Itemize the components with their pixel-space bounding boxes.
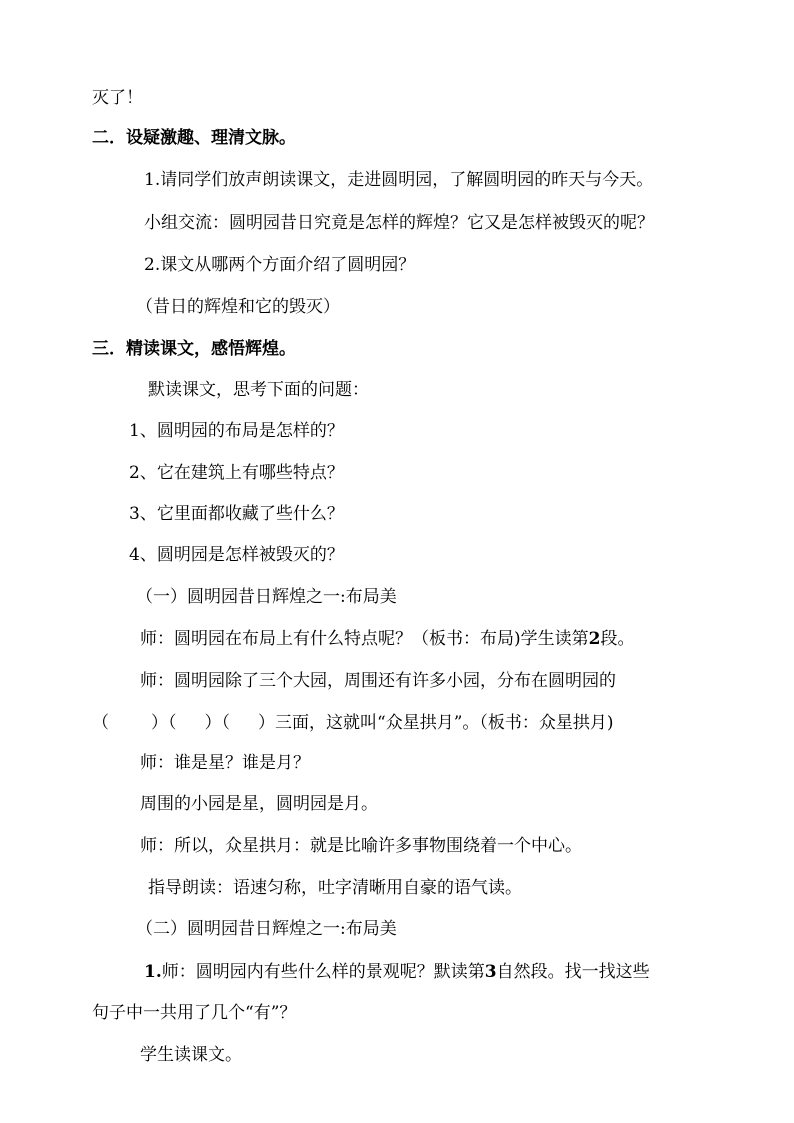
item-number: 1.: [144, 962, 162, 982]
paragraph-line: 师：所以，众星拱月：就是比喻许多事物围绕着一个中心。: [140, 836, 582, 856]
paragraph-line: [140, 627, 634, 651]
question-item: 2、它在建筑上有哪些特点？: [129, 463, 344, 483]
paragraph-number: 3: [484, 962, 497, 982]
paragraph-line: [144, 960, 650, 984]
blank-separator: ）（: [204, 713, 230, 733]
subsection-title: （一）圆明园昔日辉煌之一:布局美: [136, 587, 397, 607]
paragraph-line: 周围的小园是星，圆明园是月。: [140, 794, 378, 814]
paragraph-line: 1.请同学们放声朗读课文，走进圆明园，了解圆明园的昨天与今天。: [144, 170, 654, 190]
section-heading-3: 三．精读课文，感悟辉煌。: [92, 339, 296, 359]
text-fragment: ）三面，这就叫“众星拱月”。（板书：众星拱月): [258, 713, 614, 733]
paragraph-line: 句子中一共用了几个“有”？: [92, 1003, 297, 1023]
section-heading-2: 二．设疑激趣、理清文脉。: [92, 128, 296, 148]
text-fragment: 师：圆明园内有些什么样的景观呢？默读第: [161, 962, 485, 982]
question-item: 1、圆明园的布局是怎样的？: [129, 421, 344, 441]
subsection-title: （二）圆明园昔日辉煌之一:布局美: [136, 919, 397, 939]
paragraph-line: 2.课文从哪两个方面介绍了圆明园？: [144, 255, 416, 275]
text-line: 灭了！: [92, 88, 143, 108]
paragraph-line: 学生读课文。: [140, 1045, 242, 1065]
question-item: 4、圆明园是怎样被毁灭的？: [129, 545, 344, 565]
text-fragment: 段。: [600, 629, 635, 649]
paragraph-line: 指导朗读：语速匀称，吐字清晰用自豪的语气读。: [148, 878, 522, 898]
paragraph-number: 2: [588, 629, 601, 649]
paragraph-line: 师：谁是星？谁是月？: [140, 753, 310, 773]
question-item: 3、它里面都收藏了些什么？: [129, 504, 344, 524]
blank-separator: ）（: [151, 713, 177, 733]
paragraph-line: 默读课文，思考下面的问题：: [148, 380, 369, 400]
fill-in-blank-line: [92, 711, 704, 735]
paragraph-line: （昔日的辉煌和它的毁灭）: [136, 297, 340, 317]
paragraph-line: 师：圆明园除了三个大园，周围还有许多小园，分布在圆明园的: [140, 671, 616, 691]
text-fragment: 自然段。找一找这些: [496, 962, 650, 982]
blank-open: （: [92, 713, 109, 733]
text-fragment: 师：圆明园在布局上有什么特点呢？（板书：布局)学生读第: [140, 629, 589, 649]
paragraph-line: 小组交流：圆明园昔日究竟是怎样的辉煌？它又是怎样被毁灭的呢？: [144, 213, 654, 233]
